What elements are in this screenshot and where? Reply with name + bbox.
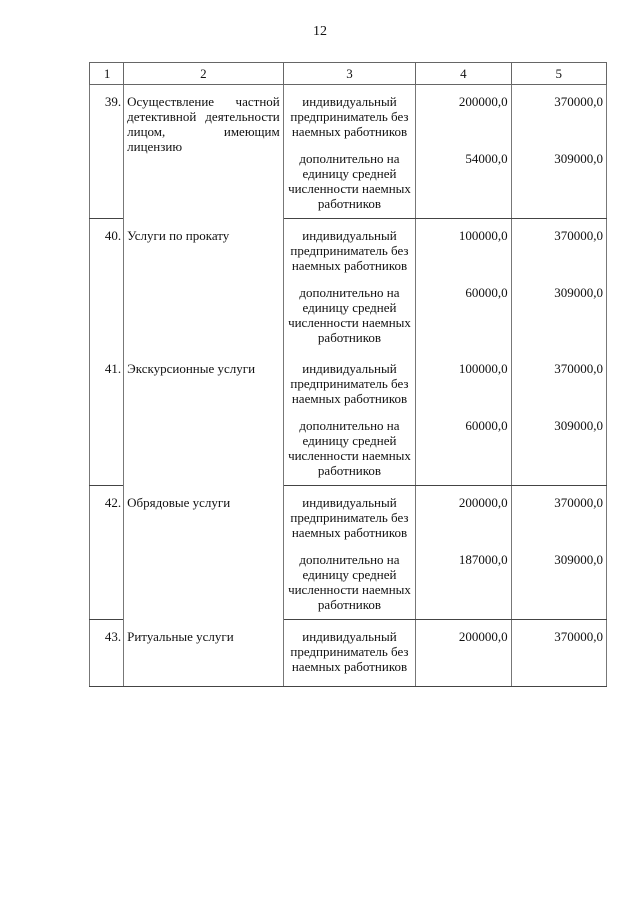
value-col-4: 187000,0 <box>416 552 511 620</box>
taxpayer-type: дополнительно на единицу средней численности наемных работников <box>283 285 416 352</box>
service-name: Осуществление частной детективной деятельности лицом, имеющим лицензию <box>124 85 284 219</box>
taxpayer-type: индивидуальный предприниматель без наемных работников <box>283 85 416 152</box>
value-col-4: 100000,0 <box>416 352 511 418</box>
header-col-3: 3 <box>283 63 416 85</box>
table-row <box>90 352 607 418</box>
taxpayer-type: индивидуальный предприниматель без наемных работников <box>283 352 416 418</box>
value-col-4: 60000,0 <box>416 418 511 486</box>
service-name: Ритуальные услуги <box>124 620 284 687</box>
taxpayer-type: индивидуальный предприниматель без наемных работников <box>283 620 416 687</box>
value-col-4: 100000,0 <box>416 219 511 286</box>
table-row <box>90 219 607 286</box>
service-name: Экскурсионные услуги <box>124 352 284 486</box>
value-col-5: 370000,0 <box>511 219 606 286</box>
table-row <box>90 620 607 687</box>
value-col-5: 309000,0 <box>511 418 606 486</box>
value-col-5: 309000,0 <box>511 285 606 352</box>
value-col-5: 370000,0 <box>511 486 606 553</box>
page-number: 12 <box>313 24 327 39</box>
value-col-5: 309000,0 <box>511 151 606 219</box>
value-col-5: 309000,0 <box>511 552 606 620</box>
value-col-4: 54000,0 <box>416 151 511 219</box>
taxpayer-type: индивидуальный предприниматель без наемных работников <box>283 219 416 286</box>
header-col-2: 2 <box>124 63 284 85</box>
header-col-5: 5 <box>511 63 606 85</box>
service-name: Обрядовые услуги <box>124 486 284 620</box>
value-col-4: 200000,0 <box>416 486 511 553</box>
service-name: Услуги по прокату <box>124 219 284 353</box>
value-col-4: 60000,0 <box>416 285 511 352</box>
value-col-5: 370000,0 <box>511 85 606 152</box>
tax-rate-table <box>89 62 607 687</box>
taxpayer-type: индивидуальный предприниматель без наемных работников <box>283 486 416 553</box>
value-col-4: 200000,0 <box>416 85 511 152</box>
row-number: 39. <box>90 85 124 152</box>
row-number: 42. <box>90 486 124 553</box>
table-header-row <box>90 63 607 85</box>
table-row <box>90 85 607 152</box>
row-number: 40. <box>90 219 124 286</box>
table-row <box>90 486 607 553</box>
taxpayer-type: дополнительно на единицу средней численности наемных работников <box>283 151 416 219</box>
header-col-4: 4 <box>416 63 511 85</box>
taxpayer-type: дополнительно на единицу средней численности наемных работников <box>283 418 416 486</box>
row-number: 43. <box>90 620 124 687</box>
value-col-5: 370000,0 <box>511 620 606 687</box>
row-number: 41. <box>90 352 124 418</box>
value-col-5: 370000,0 <box>511 352 606 418</box>
value-col-4: 200000,0 <box>416 620 511 687</box>
header-col-1: 1 <box>90 63 124 85</box>
taxpayer-type: дополнительно на единицу средней численности наемных работников <box>283 552 416 620</box>
